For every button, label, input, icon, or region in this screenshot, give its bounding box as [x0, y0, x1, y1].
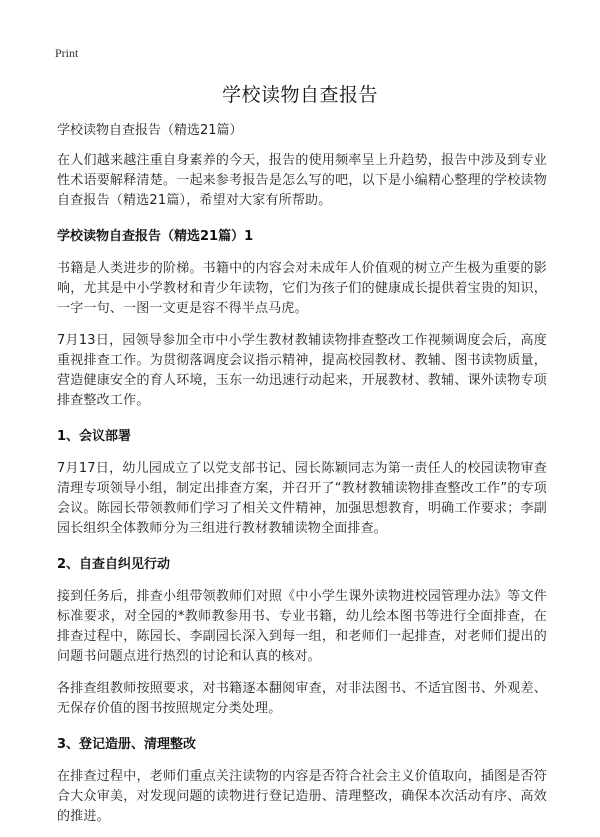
- print-link[interactable]: Print: [55, 46, 79, 60]
- article-paragraph: 7月13日，园领导参加全市中小学生教材教辅读物排查整改工作视频调度会后，高度重视排查工作。为贯彻落调度会议指示精神，提高校园教材、教辅、图书读物质量，营造健康安全的育人环境，玉东一幼迅速行动起来，开展教材、教辅、课外读物专项排查整改工作。: [57, 333, 547, 408]
- section-heading-registration: 3、登记造册、清理整改: [57, 737, 197, 752]
- intro-paragraph: 在人们越来越注重自身素养的今天，报告的使用频率呈上升趋势，报告中涉及到专业性术语要解释清楚。一起来参考报告是怎么写的吧，以下是小编精心整理的学校读物自查报告（精选21篇），希望对大家有所帮助。: [57, 153, 547, 208]
- page-title: 学校读物自查报告: [221, 84, 378, 106]
- report-subtitle: 学校读物自查报告（精选21篇）: [57, 123, 243, 138]
- section-paragraph: 接到任务后，排查小组带领教师们对照《中小学生课外读物进校园管理办法》等文件标准要求，对全园的*教师教参用书、专业书籍，幼儿绘本图书等进行全面排查，在排查过程中，陈园长、李副园长深入到每一组，和老师们一起排查，对老师们提出的问题书问题点进行热烈的讨论和认真的核对。: [57, 589, 547, 664]
- article-heading: 学校读物自查报告（精选21篇）1: [57, 229, 254, 244]
- section-heading-meeting: 1、会议部署: [57, 429, 132, 444]
- section-heading-self-check: 2、自查自纠见行动: [57, 557, 171, 572]
- article-paragraph: 书籍是人类进步的阶梯。书籍中的内容会对未成年人价值观的树立产生极为重要的影响，尤其是中小学教材和青少年读物，它们为孩子们的健康成长提供着宝贵的知识，一字一句、一图一文更是容不得半点马虎。: [57, 261, 547, 316]
- section-paragraph: 7月17日，幼儿园成立了以党支部书记、园长陈颖同志为第一责任人的校园读物审查清理专项领导小组，制定出排查方案，并召开了“教材教辅读物排查整改工作”的专项会议。陈园长带领教师们学习了相关文件精神，加强思想教育，明确工作要求；李副园长组织全体教师分为三组进行教材教辅读物全面排查。: [57, 461, 547, 536]
- section-paragraph: 在排查过程中，老师们重点关注读物的内容是否符合社会主义价值取向，插图是否符合大众审美，对发现问题的读物进行登记造册、清理整改，确保本次活动有序、高效的推进。: [57, 769, 547, 824]
- section-paragraph: 各排查组教师按照要求，对书籍逐本翻阅审查，对非法图书、不适宜图书、外观差、无保存价值的图书按照规定分类处理。: [57, 681, 547, 716]
- report-content: [57, 120, 547, 837]
